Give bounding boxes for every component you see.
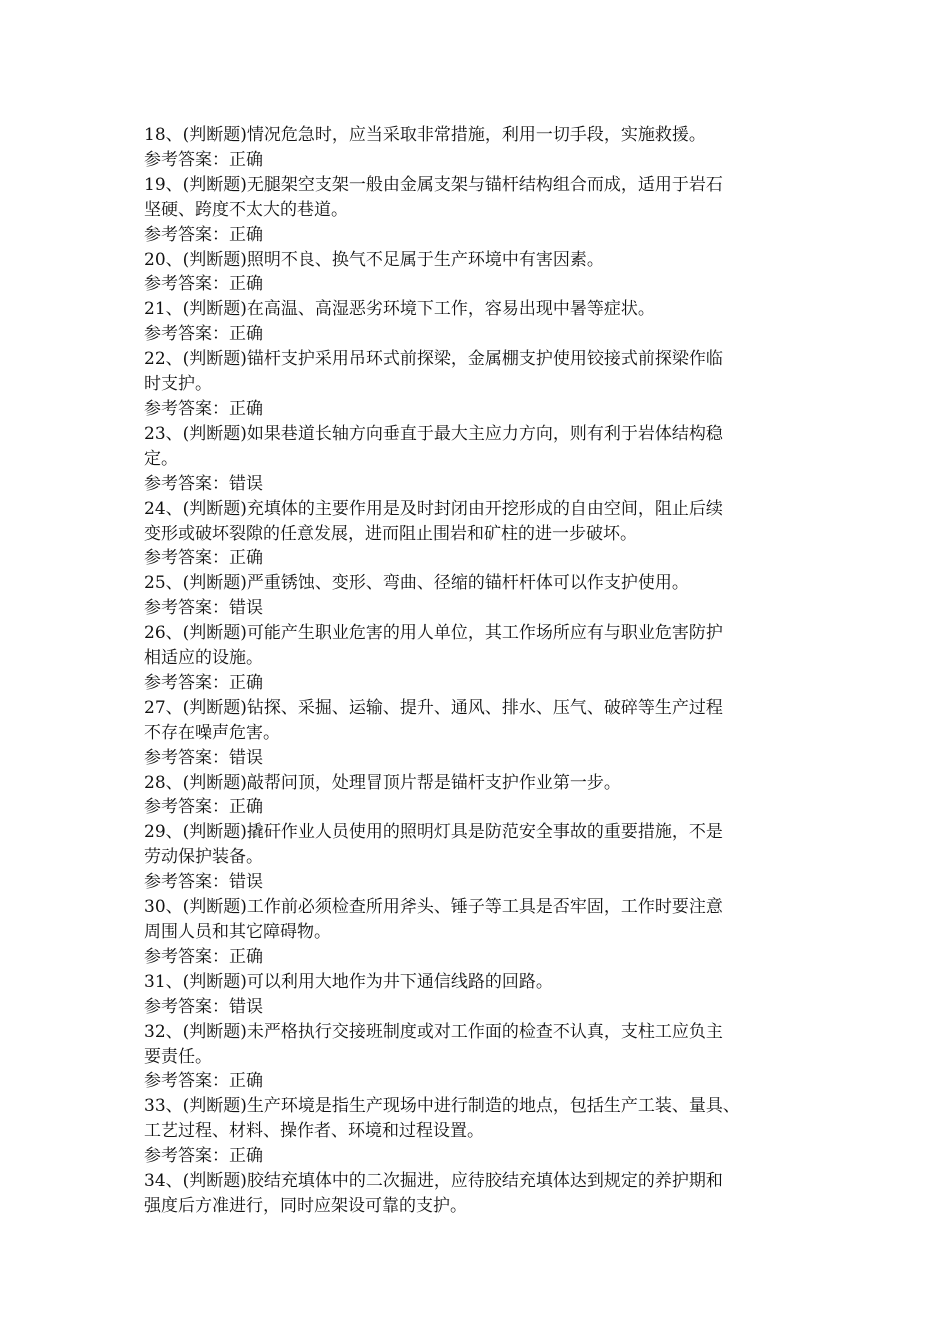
question-block [144, 123, 804, 173]
question-block [144, 497, 804, 572]
question-block [144, 1094, 804, 1169]
question-block [144, 696, 804, 771]
question-block [144, 820, 804, 895]
question-text-line: 23、(判断题)如果巷道长轴方向垂直于最大主应力方向，则有利于岩体结构稳 [144, 423, 723, 444]
question-block [144, 297, 804, 347]
question-text-line: 31、(判断题)可以利用大地作为井下通信线路的回路。 [144, 971, 553, 992]
question-text-line: 相适应的设施。 [144, 648, 263, 669]
question-text-line: 32、(判断题)未严格执行交接班制度或对工作面的检查不认真，支柱工应负主 [144, 1021, 723, 1042]
reference-answer: 参考答案：正确 [144, 1071, 263, 1092]
question-text-line: 28、(判断题)敲帮问顶，处理冒顶片帮是锚杆支护作业第一步。 [144, 772, 621, 793]
question-text-line: 要责任。 [144, 1046, 212, 1067]
question-text-line: 变形或破坏裂隙的任意发展，进而阻止围岩和矿柱的进一步破坏。 [144, 523, 637, 544]
question-block [144, 173, 804, 248]
question-block [144, 895, 804, 970]
question-text-line: 工艺过程、材料、操作者、环境和过程设置。 [144, 1121, 484, 1142]
question-text-line: 21、(判断题)在高温、高湿恶劣环境下工作，容易出现中暑等症状。 [144, 299, 655, 320]
reference-answer: 参考答案：正确 [144, 548, 263, 569]
question-block [144, 771, 804, 821]
question-block [144, 970, 804, 1020]
question-text-line: 34、(判断题)胶结充填体中的二次掘进，应待胶结充填体达到规定的养护期和 [144, 1171, 723, 1192]
question-text-line: 坚硬、跨度不太大的巷道。 [144, 199, 348, 220]
reference-answer: 参考答案：正确 [144, 324, 263, 345]
question-text-line: 22、(判断题)锚杆支护采用吊环式前探梁，金属棚支护使用铰接式前探梁作临 [144, 349, 723, 370]
question-text-line: 33、(判断题)生产环境是指生产现场中进行制造的地点，包括生产工装、量具、 [144, 1096, 740, 1117]
question-text-line: 25、(判断题)严重锈蚀、变形、弯曲、径缩的锚杆杆体可以作支护使用。 [144, 573, 689, 594]
question-block [144, 248, 804, 298]
question-block [144, 621, 804, 696]
reference-answer: 参考答案：正确 [144, 1146, 263, 1167]
reference-answer: 参考答案：错误 [144, 473, 263, 494]
reference-answer: 参考答案：正确 [144, 946, 263, 967]
question-block [144, 1169, 804, 1219]
document-page [144, 123, 804, 1219]
question-text-line: 19、(判断题)无腿架空支架一般由金属支架与锚杆结构组合而成，适用于岩石 [144, 174, 723, 195]
question-text-line: 强度后方准进行，同时应架设可靠的支护。 [144, 1195, 467, 1216]
reference-answer: 参考答案：正确 [144, 149, 263, 170]
question-text-line: 不存在噪声危害。 [144, 722, 280, 743]
reference-answer: 参考答案：正确 [144, 398, 263, 419]
question-text-line: 29、(判断题)撬矸作业人员使用的照明灯具是防范安全事故的重要措施，不是 [144, 822, 723, 843]
question-text-line: 26、(判断题)可能产生职业危害的用人单位，其工作场所应有与职业危害防护 [144, 623, 723, 644]
reference-answer: 参考答案：正确 [144, 274, 263, 295]
question-text-line: 20、(判断题)照明不良、换气不足属于生产环境中有害因素。 [144, 249, 604, 270]
reference-answer: 参考答案：错误 [144, 598, 263, 619]
reference-answer: 参考答案：错误 [144, 872, 263, 893]
question-text-line: 周围人员和其它障碍物。 [144, 922, 331, 942]
question-text-line: 定。 [144, 448, 178, 469]
question-list [144, 123, 804, 1219]
question-text-line: 18、(判断题)情况危急时，应当采取非常措施，利用一切手段，实施救援。 [144, 125, 706, 145]
question-text-line: 时支护。 [144, 374, 212, 395]
question-text-line: 30、(判断题)工作前必须检查所用斧头、锤子等工具是否牢固，工作时要注意 [144, 897, 723, 918]
question-text-line: 24、(判断题)充填体的主要作用是及时封闭由开挖形成的自由空间，阻止后续 [144, 498, 723, 519]
reference-answer: 参考答案：正确 [144, 797, 263, 818]
question-block [144, 422, 804, 497]
question-text-line: 劳动保护装备。 [144, 847, 263, 868]
reference-answer: 参考答案：正确 [144, 672, 263, 693]
question-text-line: 27、(判断题)钻探、采掘、运输、提升、通风、排水、压气、破碎等生产过程 [144, 697, 723, 718]
reference-answer: 参考答案：正确 [144, 224, 263, 245]
question-block [144, 1020, 804, 1095]
question-block [144, 571, 804, 621]
question-block [144, 347, 804, 422]
reference-answer: 参考答案：错误 [144, 996, 263, 1017]
reference-answer: 参考答案：错误 [144, 747, 263, 768]
